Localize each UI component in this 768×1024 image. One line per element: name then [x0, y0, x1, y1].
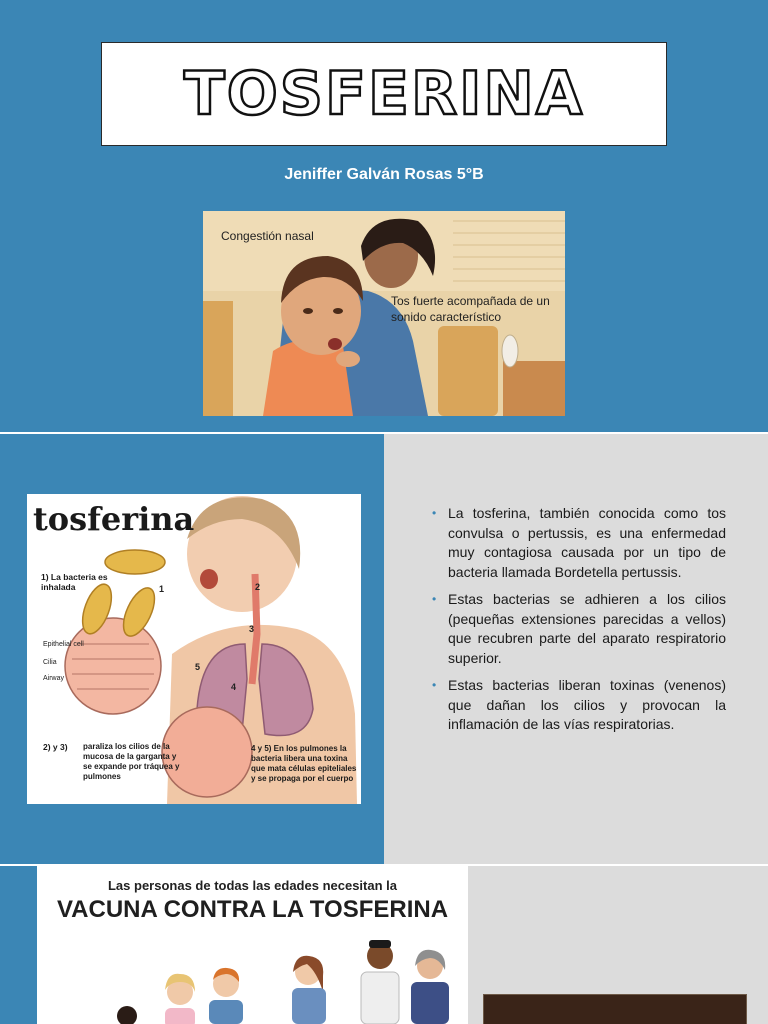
title-box: [101, 42, 667, 146]
bullet-item: [432, 504, 726, 582]
label-epithelial: Epithelial cell: [43, 641, 84, 648]
poster-line1: Las personas de todas las edades necesitan la: [107, 878, 397, 893]
mother-child-illustration: [203, 211, 565, 416]
label-cilia: Cilia: [43, 659, 57, 666]
diagram-step23-number: 2) y 3): [43, 742, 68, 752]
diagram-marker-4: 4: [231, 682, 237, 692]
bullet-text: Estas bacterias se adhieren a los cilios (pequeñas extensiones parecidas a vellos) que recubren parte del aparato respiratorio superior.: [448, 591, 726, 666]
description-bullet-list: [432, 504, 726, 743]
label-strong-cough: Tos fuerte acompañada de un sonido característico: [391, 294, 550, 324]
label-nasal-congestion: Congestión nasal: [221, 229, 314, 243]
slide-description: [0, 434, 768, 864]
diagram-step1: 1) La bacteria es inhalada: [41, 572, 108, 592]
diagram-marker-1: 1: [159, 584, 165, 594]
diagram-marker-5: 5: [195, 662, 201, 672]
slide-title: [0, 0, 768, 432]
diagram-title: tosferina: [33, 500, 195, 538]
slide3-left-panel: [0, 866, 468, 1024]
diagram-marker-3: 3: [249, 624, 255, 634]
bullet-dot-icon: •: [432, 592, 437, 606]
bullet-dot-icon: •: [432, 506, 437, 520]
presentation-title: TOSFERINA: [183, 59, 585, 129]
bullet-text: La tosferina, también conocida como tos convulsa o pertussis, es una enfermedad muy contagiosa causada por un tipo de bacteria llamada Bordetella pertussis.: [448, 505, 726, 580]
slide2-left-panel: [0, 434, 384, 864]
bullet-dot-icon: •: [432, 678, 437, 692]
bullet-item: [432, 676, 726, 735]
vaccine-poster: [37, 866, 468, 1024]
author-name: Jeniffer Galván Rosas 5°B: [284, 166, 484, 183]
people-group-illustration: [37, 932, 468, 1024]
bullet-item: [432, 590, 726, 668]
label-airway: Airway: [43, 675, 65, 682]
slide-vaccine: [0, 866, 768, 1024]
bullet-text: Estas bacterias liberan toxinas (venenos) que dañan los cilios y provocan la inflamación de las vías respiratorias.: [448, 677, 726, 732]
poster-line2: VACUNA CONTRA LA TOSFERINA: [56, 896, 449, 923]
diagram-marker-2: 2: [255, 582, 261, 592]
diagram-step23-text: paraliza los cilios de la mucosa de la garganta y se expande por tráquea y pulmones: [83, 742, 180, 781]
anatomy-thumbnail: [483, 994, 747, 1024]
diagram-step45: 4 y 5) En los pulmones la bacteria libera una toxina que mata células epiteliales y se propaga por el cuerpo: [251, 744, 357, 783]
infection-diagram: [27, 494, 361, 804]
